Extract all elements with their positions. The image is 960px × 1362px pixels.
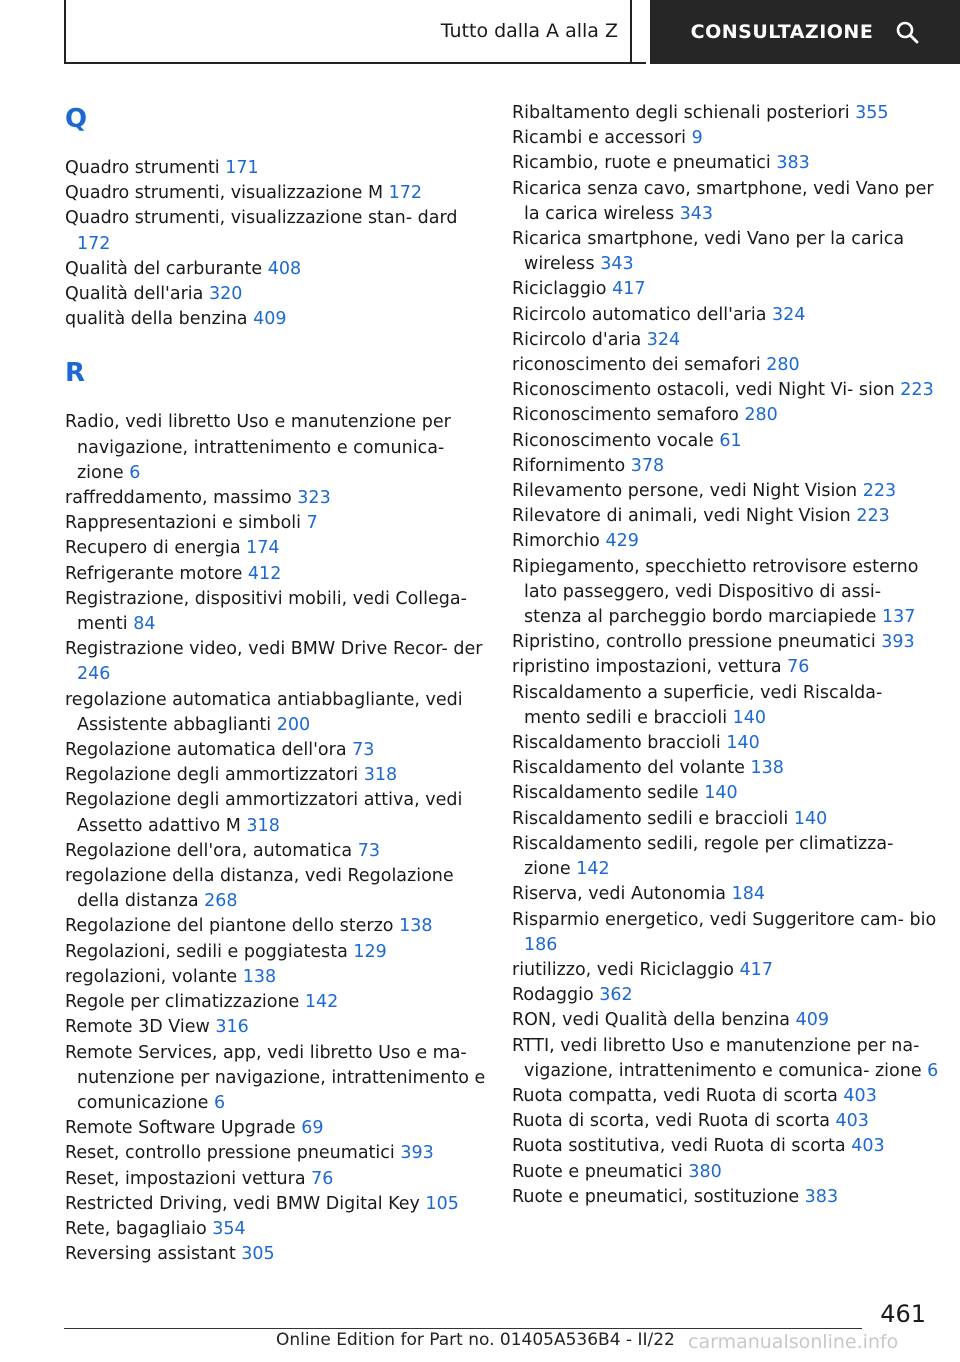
index-entry[interactable]: [512, 328, 942, 353]
index-entry[interactable]: [65, 1217, 495, 1242]
page-link[interactable]: 323: [297, 488, 331, 509]
index-entry[interactable]: [65, 1041, 495, 1117]
header-left-border: [64, 0, 66, 64]
footer-divider: [64, 1328, 862, 1329]
index-list-q: [65, 156, 495, 332]
entry-text: Ripristino, controllo pressione pneumatici: [512, 632, 876, 653]
index-entry[interactable]: [512, 303, 942, 328]
entry-text: RON, vedi Qualità della benzina: [512, 1010, 790, 1031]
page-link[interactable]: 343: [679, 203, 714, 224]
index-entry[interactable]: [65, 914, 495, 939]
index-entry[interactable]: [512, 177, 942, 227]
entry-text: Riciclaggio: [512, 279, 607, 300]
page-link[interactable]: 223: [862, 481, 897, 502]
index-column-left: [65, 98, 495, 1267]
page-link[interactable]: 318: [363, 765, 398, 786]
entry-text: Remote Software Upgrade: [65, 1118, 296, 1139]
page-link[interactable]: 280: [744, 405, 778, 426]
entry-text: Qualità dell'aria: [65, 284, 204, 305]
page-link[interactable]: 223: [900, 380, 934, 401]
entry-text: qualità della benzina: [65, 309, 248, 330]
index-entry[interactable]: [512, 832, 942, 882]
index-entry[interactable]: [65, 940, 495, 965]
index-entry[interactable]: [65, 864, 495, 914]
page-link[interactable]: 9: [691, 128, 703, 149]
page-link[interactable]: 138: [242, 966, 277, 987]
index-entry[interactable]: [65, 990, 495, 1015]
page-link[interactable]: 393: [400, 1143, 434, 1164]
page-link[interactable]: 324: [646, 329, 681, 350]
page-link[interactable]: 403: [835, 1111, 869, 1132]
entry-text: Recupero di energia: [65, 538, 241, 559]
page-link[interactable]: 383: [804, 1186, 839, 1207]
index-entry[interactable]: [65, 562, 495, 587]
entry-text: Ricarica senza cavo, smartphone, vedi Vano per la carica wireless: [512, 178, 934, 224]
entry-text: Riconoscimento ostacoli, vedi Night Vi- sion: [512, 380, 895, 401]
index-entry[interactable]: [512, 1008, 942, 1033]
index-entry[interactable]: [512, 807, 942, 832]
index-entry[interactable]: [65, 965, 495, 990]
index-entry[interactable]: [512, 403, 942, 428]
entry-text: Riscaldamento sedili, regole per climatizza- zione: [512, 833, 894, 880]
entry-text: Qualità del carburante: [65, 258, 263, 279]
index-entry[interactable]: [512, 1185, 942, 1210]
page-link[interactable]: 429: [605, 531, 639, 552]
index-entry[interactable]: [65, 156, 495, 181]
index-letter-r: R: [65, 358, 86, 389]
page-link[interactable]: 140: [704, 783, 738, 804]
entry-text: regolazione automatica antiabbagliante, vedi Assistente abbaglianti: [65, 689, 463, 735]
page-link[interactable]: 174: [246, 538, 280, 559]
entry-text: Quadro strumenti, visualizzazione M: [65, 183, 384, 204]
index-entry[interactable]: [512, 555, 942, 631]
index-entry[interactable]: [512, 151, 942, 176]
entry-text: Riserva, vedi Autonomia: [512, 884, 727, 905]
entry-text: Riconoscimento vocale: [512, 430, 714, 451]
page-link[interactable]: 200: [276, 714, 311, 735]
index-entry[interactable]: [512, 908, 942, 958]
index-entry[interactable]: [512, 454, 942, 479]
search-icon[interactable]: [895, 20, 919, 44]
entry-text: Ricircolo d'aria: [512, 329, 642, 350]
index-entry[interactable]: [65, 282, 495, 307]
page-link[interactable]: 137: [882, 607, 916, 628]
page-link[interactable]: 280: [766, 355, 800, 376]
entry-text: Rete, bagagliaio: [65, 1218, 207, 1239]
page-header: [64, 0, 960, 64]
entry-text: Ruota compatta, vedi Ruota di scorta: [512, 1085, 838, 1106]
page-link[interactable]: 383: [776, 153, 810, 174]
page-link[interactable]: 69: [301, 1118, 324, 1139]
page-link[interactable]: 412: [247, 563, 282, 584]
entry-text: Radio, vedi libretto Uso e manutenzione per navigazione, intrattenimento e comunica- zione: [65, 412, 451, 483]
page-link[interactable]: 184: [731, 884, 766, 905]
index-entry[interactable]: [512, 882, 942, 907]
entry-text: Quadro strumenti: [65, 158, 220, 178]
entry-text: Ricircolo automatico dell'aria: [512, 304, 767, 325]
index-entry[interactable]: [512, 1134, 942, 1159]
page-link[interactable]: 6: [927, 1060, 939, 1081]
index-entry[interactable]: [512, 731, 942, 756]
index-entry[interactable]: [65, 839, 495, 864]
index-entry[interactable]: [65, 257, 495, 282]
entry-text: Quadro strumenti, visualizzazione stan- dard: [65, 208, 458, 229]
index-entry[interactable]: [512, 781, 942, 806]
page-link[interactable]: 324: [772, 304, 806, 325]
entry-text: Risparmio energetico, vedi Suggeritore cam- bio: [512, 909, 937, 930]
entry-text: Ruota di scorta, vedi Ruota di scorta: [512, 1111, 830, 1132]
entry-text: Riscaldamento sedile: [512, 783, 699, 804]
page-link[interactable]: 318: [246, 815, 280, 836]
page-link[interactable]: 142: [304, 992, 339, 1013]
entry-text: Restricted Driving, vedi BMW Digital Key: [65, 1193, 420, 1214]
index-entry[interactable]: [512, 101, 942, 126]
page-link[interactable]: 378: [630, 455, 665, 476]
page-number: 461: [880, 1300, 926, 1328]
page-link[interactable]: 268: [204, 891, 238, 912]
entry-text: Rimorchio: [512, 531, 600, 552]
index-entry[interactable]: [512, 227, 942, 277]
entry-text: Ruote e pneumatici: [512, 1161, 683, 1182]
entry-text: Refrigerante motore: [65, 563, 243, 584]
page-link[interactable]: 140: [732, 707, 767, 728]
page-link[interactable]: 138: [399, 916, 433, 937]
index-column-right: [512, 101, 942, 1210]
index-entry[interactable]: [512, 630, 942, 655]
entry-text: RTTI, vedi libretto Uso e manutenzione per na- vigazione, intrattenimento e comunica- zione: [512, 1035, 922, 1081]
page-link[interactable]: 409: [253, 309, 287, 330]
index-entry[interactable]: [512, 126, 942, 151]
page-link[interactable]: 380: [688, 1161, 722, 1182]
page-link[interactable]: 105: [425, 1193, 459, 1214]
page-link[interactable]: 138: [750, 758, 784, 779]
index-entry[interactable]: [512, 504, 942, 529]
index-entry[interactable]: [512, 378, 942, 403]
page-link[interactable]: 171: [225, 158, 259, 178]
page-link[interactable]: 7: [306, 513, 318, 534]
consultazione-tab[interactable]: [650, 0, 960, 64]
index-entry[interactable]: [65, 637, 495, 687]
page-link[interactable]: 417: [739, 959, 773, 980]
section-title: Tutto dalla A alla Z: [441, 0, 632, 62]
index-entry[interactable]: [65, 763, 495, 788]
entry-text: riconoscimento dei semafori: [512, 355, 761, 376]
entry-text: raffreddamento, massimo: [65, 488, 292, 509]
page-link[interactable]: 408: [267, 258, 302, 279]
index-entry[interactable]: [512, 353, 942, 378]
entry-text: Registrazione, dispositivi mobili, vedi Collega- menti: [65, 588, 467, 635]
index-letter-q: Q: [65, 104, 88, 134]
page-link[interactable]: 186: [524, 934, 558, 955]
entry-text: Regolazione degli ammortizzatori: [65, 765, 359, 786]
page-link[interactable]: 172: [77, 233, 111, 254]
entry-text: Riscaldamento braccioli: [512, 733, 721, 754]
entry-text: Ribaltamento degli schienali posteriori: [512, 103, 850, 123]
index-entry[interactable]: [512, 681, 942, 731]
index-entry[interactable]: [65, 410, 495, 486]
index-entry[interactable]: [512, 529, 942, 554]
page-link[interactable]: 316: [215, 1017, 249, 1038]
page-link[interactable]: 343: [600, 254, 634, 275]
entry-text: Regolazione automatica dell'ora: [65, 740, 347, 761]
edition-note: Online Edition for Part no. 01405A536B4 - II/22: [276, 1330, 675, 1350]
entry-text: Regolazione del piantone dello sterzo: [65, 916, 394, 937]
entry-text: Ricarica smartphone, vedi Vano per la carica wireless: [512, 229, 905, 275]
entry-text: riutilizzo, vedi Riciclaggio: [512, 959, 734, 980]
page-link[interactable]: 172: [388, 183, 423, 204]
index-entry[interactable]: [512, 1160, 942, 1185]
index-entry[interactable]: [512, 1084, 942, 1109]
entry-text: Ruote e pneumatici, sostituzione: [512, 1186, 800, 1207]
index-entry[interactable]: [65, 738, 495, 763]
index-entry[interactable]: [65, 181, 495, 206]
index-entry[interactable]: [512, 429, 942, 454]
index-entry[interactable]: [65, 1242, 495, 1267]
entry-text: Remote Services, app, vedi libretto Uso e ma- nutenzione per navigazione, intrattenimento e comunicazione: [65, 1042, 486, 1113]
entry-text: Remote 3D View: [65, 1017, 210, 1038]
page-link[interactable]: 355: [855, 103, 889, 123]
index-entry[interactable]: [512, 983, 942, 1008]
entry-text: regolazioni, volante: [65, 966, 238, 987]
index-entry[interactable]: [512, 1109, 942, 1134]
index-entry[interactable]: [65, 1192, 495, 1217]
page-link[interactable]: 393: [881, 632, 915, 653]
entry-text: Ricambi e accessori: [512, 128, 687, 149]
page-link[interactable]: 6: [129, 462, 141, 483]
index-entry[interactable]: [65, 486, 495, 511]
index-entry[interactable]: [512, 277, 942, 302]
index-entry[interactable]: [65, 1167, 495, 1192]
page-link[interactable]: 6: [213, 1092, 226, 1113]
page-link[interactable]: 223: [856, 506, 890, 527]
entry-text: Riscaldamento sedili e braccioli: [512, 808, 789, 829]
index-entry[interactable]: [65, 536, 495, 561]
entry-text: ripristino impostazioni, vettura: [512, 657, 782, 678]
consultazione-tab-label: CONSULTAZIONE: [690, 21, 874, 43]
page-link[interactable]: 73: [357, 840, 380, 861]
entry-text: Rilevatore di animali, vedi Night Vision: [512, 506, 851, 527]
page-link[interactable]: 409: [795, 1010, 829, 1031]
entry-text: Rodaggio: [512, 985, 594, 1006]
page-link[interactable]: 354: [212, 1218, 246, 1239]
page-link[interactable]: 403: [843, 1085, 877, 1106]
entry-text: Ricambio, ruote e pneumatici: [512, 153, 771, 174]
page-link[interactable]: 320: [208, 284, 243, 305]
entry-text: Regolazione degli ammortizzatori attiva, vedi Assetto adattivo M: [65, 790, 463, 836]
entry-text: Rilevamento persone, vedi Night Vision: [512, 481, 858, 502]
page-link[interactable]: 73: [352, 740, 375, 761]
index-entry[interactable]: [65, 788, 495, 838]
page-link[interactable]: 403: [851, 1136, 885, 1157]
header-bottom-border: [64, 62, 646, 64]
index-entry[interactable]: [512, 958, 942, 983]
page-link[interactable]: 246: [77, 664, 111, 685]
index-entry[interactable]: [512, 479, 942, 504]
entry-text: Riscaldamento a superficie, vedi Riscalda- mento sedili e braccioli: [512, 682, 883, 728]
page-link[interactable]: 61: [719, 430, 742, 451]
page-link[interactable]: 417: [612, 279, 646, 300]
index-entry[interactable]: [65, 688, 495, 738]
page-link[interactable]: 140: [793, 808, 828, 829]
page-link[interactable]: 76: [311, 1168, 334, 1189]
index-entry[interactable]: [512, 756, 942, 781]
entry-text: regolazione della distanza, vedi Regolazione della distanza: [65, 866, 454, 912]
entry-text: Rappresentazioni e simboli: [65, 513, 302, 534]
entry-text: Rifornimento: [512, 455, 626, 476]
entry-text: Riconoscimento semaforo: [512, 405, 739, 426]
page-link[interactable]: 76: [787, 657, 810, 678]
entry-text: Reset, controllo pressione pneumatici: [65, 1143, 395, 1164]
page-link[interactable]: 142: [576, 859, 610, 880]
page-link[interactable]: 305: [241, 1244, 275, 1265]
index-entry[interactable]: [512, 655, 942, 680]
index-entry[interactable]: [65, 587, 495, 637]
index-entry[interactable]: [65, 1141, 495, 1166]
page-link[interactable]: 362: [599, 985, 633, 1006]
entry-text: Regolazione dell'ora, automatica: [65, 840, 353, 861]
entry-text: Ripiegamento, specchietto retrovisore esterno lato passeggero, vedi Dispositivo di assi- stenza al parcheggio bordo marciapiede: [512, 556, 919, 628]
entry-text: Registrazione video, vedi BMW Drive Recor- der: [65, 639, 483, 660]
index-entry[interactable]: [65, 511, 495, 536]
page-link[interactable]: 140: [726, 733, 760, 754]
entry-text: Reversing assistant: [65, 1244, 236, 1265]
index-entry[interactable]: [65, 307, 495, 332]
index-entry[interactable]: [65, 1015, 495, 1040]
index-entry[interactable]: [65, 206, 495, 256]
entry-text: Reset, impostazioni vettura: [65, 1168, 306, 1189]
page-link[interactable]: 84: [133, 614, 156, 635]
index-list-r: [65, 410, 495, 1267]
entry-text: Regole per climatizzazione: [65, 992, 300, 1013]
index-entry[interactable]: [65, 1116, 495, 1141]
page-link[interactable]: 129: [353, 941, 387, 962]
watermark: carmanualsonline.info: [688, 1331, 899, 1353]
index-entry[interactable]: [512, 1034, 942, 1084]
entry-text: Ruota sostitutiva, vedi Ruota di scorta: [512, 1136, 846, 1157]
entry-text: Regolazioni, sedili e poggiatesta: [65, 941, 348, 962]
entry-text: Riscaldamento del volante: [512, 758, 745, 779]
